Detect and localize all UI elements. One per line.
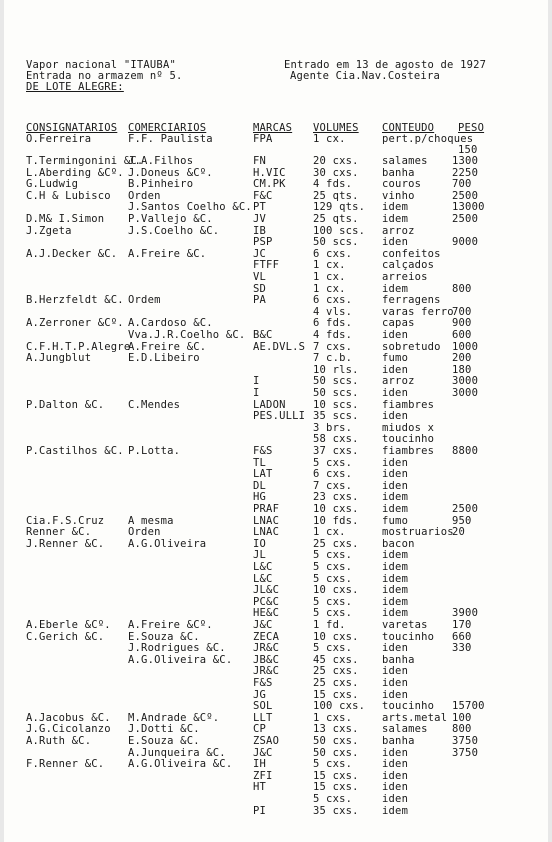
- peso-cell: 3900: [452, 607, 479, 620]
- marca-cell: F&C: [253, 189, 273, 202]
- volume-cell: 25 qts.: [313, 189, 359, 202]
- conteudo-cell: banha: [382, 653, 415, 666]
- comerciario-cell: C.Mendes: [128, 398, 181, 411]
- conteudo-cell: idem: [382, 607, 409, 620]
- volume-cell: 50 cxs.: [313, 735, 359, 747]
- conteudo-cell: arroz: [382, 375, 415, 388]
- consignatario-cell: C.Gerich &C.: [26, 630, 105, 643]
- marca-cell: CM.PK: [253, 178, 286, 191]
- conteudo-cell: confeitos: [382, 247, 441, 260]
- peso-cell: 170: [452, 619, 472, 631]
- conteudo-cell: fiambres: [382, 445, 435, 457]
- volume-cell: 10 cxs.: [313, 503, 359, 515]
- col-marcas-header: MARCAS: [253, 122, 293, 134]
- col-comerciarios-header: COMERCIARIOS: [128, 122, 207, 134]
- consignatario-cell: A.J.Decker &C.: [26, 247, 118, 260]
- volume-cell: 15 cxs.: [313, 781, 359, 794]
- volume-cell: 7 cxs.: [313, 479, 353, 492]
- volume-cell: 6 cxs.: [313, 468, 353, 481]
- comerciario-cell: A.G.Oliveira &C.: [128, 653, 233, 666]
- conteudo-cell: idem: [382, 561, 409, 573]
- marca-cell: IB: [253, 224, 267, 237]
- volume-cell: 4 fds.: [313, 329, 353, 341]
- volume-cell: 100 cxs.: [313, 700, 366, 713]
- col-conteudo-header: CONTEUDO: [382, 122, 435, 134]
- volume-cell: 15 cxs.: [313, 769, 359, 782]
- peso-cell: 180: [452, 363, 472, 376]
- conteudo-cell: iden: [382, 468, 409, 481]
- conteudo-cell: iden: [382, 329, 409, 341]
- comerciarios-sub: F.F. Paulista: [128, 133, 213, 145]
- conteudo-cell: iden: [382, 456, 409, 469]
- peso-cell: 2500: [452, 503, 479, 515]
- marca-cell: JL&C: [253, 584, 280, 597]
- consignatario-cell: T.Termingonini &C.: [26, 155, 144, 167]
- volume-cell: 15 cxs.: [313, 688, 359, 701]
- comerciario-cell: A.Freire &Cº.: [128, 619, 213, 631]
- peso-cell: 700: [452, 178, 472, 191]
- conteudo-cell: iden: [382, 387, 409, 399]
- volume-cell: 5 cxs.: [313, 456, 353, 469]
- volume-cell: 6 fds.: [313, 317, 353, 330]
- marca-cell: JC: [253, 247, 267, 260]
- marca-cell: IO: [253, 537, 267, 550]
- comerciario-cell: J.Santos Coelho &C.: [128, 201, 252, 214]
- peso-cell: 200: [452, 352, 472, 365]
- conteudo-cell: idem: [382, 572, 409, 585]
- peso-cell: 8800: [452, 445, 479, 457]
- volume-cell: 5 cxs.: [313, 595, 353, 608]
- conteudo-cell: arreios: [382, 271, 428, 283]
- conteudo-cell: fiambres: [382, 398, 435, 411]
- peso-cell: 3000: [452, 387, 479, 399]
- volume-cell: 5 cxs.: [313, 793, 353, 805]
- marca-cell: SOL: [253, 700, 273, 713]
- conteudo-cell: arts.metal: [382, 711, 448, 724]
- comerciario-cell: M.Andrade &Cº.: [128, 711, 220, 724]
- marca-cell: PES.ULLI: [253, 410, 306, 423]
- peso-cell: 3750: [452, 746, 479, 759]
- marca-cell: L&C: [253, 572, 273, 585]
- conteudo-cell: couros: [382, 178, 422, 191]
- conteudo-cell: calçados: [382, 259, 435, 272]
- marca-cell: ZSAO: [253, 735, 280, 747]
- col-volumes-header: VOLUMES: [313, 122, 359, 134]
- conteudo-cell: iden: [382, 688, 409, 701]
- col-peso-header: PESO: [458, 122, 485, 134]
- conteudo-cell: iden: [382, 363, 409, 376]
- marca-cell: HT: [253, 781, 267, 794]
- conteudo-cell: toucinho: [382, 433, 435, 446]
- consignatario-cell: Cia.F.S.Cruz: [26, 514, 105, 527]
- conteudo-cell: idem: [382, 491, 409, 504]
- comerciario-cell: Ordem: [128, 294, 161, 307]
- conteudo-cell: iden: [382, 746, 409, 759]
- comerciario-cell: P.Lotta.: [128, 445, 181, 457]
- marca-cell: JR&C: [253, 665, 280, 678]
- col-consignatarios-header: CONSIGNATARIOS: [26, 122, 118, 134]
- conteudo-cell: iden: [382, 781, 409, 794]
- consignatario-cell: G.Ludwig: [26, 178, 79, 191]
- marca-cell: ZFI: [253, 769, 273, 782]
- comerciario-cell: A.Cardoso &C.: [128, 317, 213, 330]
- comerciario-cell: Orden: [128, 526, 161, 539]
- marca-cell: VL: [253, 271, 267, 283]
- conteudo-cell: idem: [382, 282, 409, 295]
- volume-cell: 25 cxs.: [313, 677, 359, 689]
- marca-cell: J&C: [253, 746, 273, 759]
- marca-cell: ZECA: [253, 630, 280, 643]
- volume-cell: 4 vls.: [313, 305, 353, 318]
- peso-cell: 1300: [452, 155, 479, 167]
- conteudo-cell: arroz: [382, 224, 415, 237]
- conteudo-cell: varetas: [382, 619, 428, 631]
- marca-cell: JG: [253, 688, 267, 701]
- marca-cell: F&S: [253, 445, 273, 457]
- conteudo-sub: pert.p/choques: [382, 133, 474, 145]
- conteudo-cell: idem: [382, 549, 409, 562]
- marca-cell: PC&C: [253, 595, 280, 608]
- conteudo-cell: iden: [382, 665, 409, 678]
- marca-cell: PT: [253, 201, 267, 214]
- volume-cell: 10 cxs.: [313, 630, 359, 643]
- peso-cell: 20: [452, 526, 466, 539]
- marca-cell: LADON: [253, 398, 286, 411]
- volume-cell: 5 cxs.: [313, 572, 353, 585]
- peso-cell: 660: [452, 630, 472, 643]
- volume-cell: 3 brs.: [313, 421, 353, 434]
- agent-line: Agente Cia.Nav.Costeira: [290, 70, 440, 82]
- consignatario-cell: A.Eberle &Cº.: [26, 619, 111, 631]
- marca-cell: B&C: [253, 329, 273, 341]
- conteudo-cell: capas: [382, 317, 415, 330]
- volume-cell: 1 cx.: [313, 282, 346, 295]
- volumes-sub: 1 cx.: [313, 133, 346, 145]
- marca-cell: LNAC: [253, 514, 280, 527]
- marca-cell: LLT: [253, 711, 273, 724]
- volume-cell: 25 cxs.: [313, 665, 359, 678]
- conteudo-cell: fumo: [382, 352, 409, 365]
- scan-edge-right: [548, 0, 552, 842]
- comerciario-cell: J.Dotti &C.: [128, 723, 200, 736]
- volume-cell: 25 qts.: [313, 213, 359, 225]
- conteudo-cell: iden: [382, 479, 409, 492]
- volume-cell: 50 scs.: [313, 375, 359, 388]
- volume-cell: 4 fds.: [313, 178, 353, 191]
- comerciario-cell: E.D.Libeiro: [128, 352, 200, 365]
- conteudo-cell: salames: [382, 723, 428, 736]
- volume-cell: 5 cxs.: [313, 642, 353, 655]
- conteudo-cell: toucinho: [382, 700, 435, 713]
- volume-cell: 25 cxs.: [313, 537, 359, 550]
- marca-cell: CP: [253, 723, 267, 736]
- volume-cell: 1 cx.: [313, 526, 346, 539]
- volume-cell: 5 cxs.: [313, 607, 353, 620]
- volume-cell: 23 cxs.: [313, 491, 359, 504]
- volume-cell: 35 scs.: [313, 410, 359, 423]
- peso-cell: 15700: [452, 700, 485, 713]
- conteudo-cell: iden: [382, 793, 409, 805]
- scan-edge-left: [0, 0, 4, 842]
- consignatario-cell: L.Aberding &Cº.: [26, 166, 124, 179]
- comerciario-cell: A.Freire &C.: [128, 340, 207, 353]
- consignatarios-sub: O.Ferreira: [26, 133, 92, 145]
- consignatario-cell: P.Castilhos &C.: [26, 445, 124, 457]
- conteudo-cell: mostruarios: [382, 526, 454, 539]
- consignatario-cell: Renner &C.: [26, 526, 92, 539]
- marca-cell: PA: [253, 294, 267, 307]
- conteudo-cell: bacon: [382, 537, 415, 550]
- marca-cell: HE&C: [253, 607, 280, 620]
- peso-cell: 800: [452, 282, 472, 295]
- volume-cell: 1 cxs.: [313, 711, 353, 724]
- volume-cell: 100 scs.: [313, 224, 366, 237]
- conteudo-cell: idem: [382, 201, 409, 214]
- peso-cell: 1000: [452, 340, 479, 353]
- comerciario-cell: A.Junqueira &C.: [128, 746, 226, 759]
- volume-cell: 6 cxs.: [313, 247, 353, 260]
- consignatario-cell: C.H & Lubisco: [26, 189, 111, 202]
- peso-cell: 13000: [452, 201, 485, 214]
- marca-cell: LAT: [253, 468, 273, 481]
- comerciario-cell: B.Pinheiro: [128, 178, 194, 191]
- conteudo-cell: salames: [382, 155, 428, 167]
- date-line: Entrado em 13 de agosto de 1927: [284, 59, 487, 71]
- marca-cell: JL: [253, 549, 267, 562]
- marca-cell: PSP: [253, 236, 273, 249]
- volume-cell: 1 fd.: [313, 619, 346, 631]
- conteudo-cell: banha: [382, 166, 415, 179]
- volume-cell: 10 rls.: [313, 363, 359, 376]
- marca-cell: FTFF: [253, 259, 280, 272]
- comerciario-cell: A.G.Oliveira &C.: [128, 758, 233, 771]
- marca-cell: SD: [253, 282, 267, 295]
- conteudo-cell: fumo: [382, 514, 409, 527]
- consignatario-cell: P.Dalton &C.: [26, 398, 105, 411]
- comerciario-cell: J.S.Coelho &C.: [128, 224, 220, 237]
- peso-cell: 330: [452, 642, 472, 655]
- conteudo-cell: idem: [382, 503, 409, 515]
- consignatario-cell: A.Zerroner &Cº.: [26, 317, 124, 330]
- marcas-sub: FPA: [253, 133, 273, 145]
- marca-cell: DL: [253, 479, 267, 492]
- peso-cell: 950: [452, 514, 472, 527]
- consignatario-cell: C.F.H.T.P.Alegre: [26, 340, 131, 353]
- volume-cell: 50 scs.: [313, 387, 359, 399]
- volume-cell: 10 fds.: [313, 514, 359, 527]
- marca-cell: F&S: [253, 677, 273, 689]
- marca-cell: PI: [253, 804, 267, 817]
- marca-cell: H.VIC: [253, 166, 286, 179]
- comerciario-cell: Orden: [128, 189, 161, 202]
- peso-cell: 800: [452, 723, 472, 736]
- marca-cell: AE.DVL.S: [253, 340, 306, 353]
- volume-cell: 58 cxs.: [313, 433, 359, 446]
- marca-cell: JB&C: [253, 653, 280, 666]
- marca-cell: L&C: [253, 561, 273, 573]
- volume-cell: 10 cxs.: [313, 584, 359, 597]
- consignatario-cell: D.M& I.Simon: [26, 213, 105, 225]
- volume-cell: 1 cx.: [313, 271, 346, 283]
- conteudo-cell: varas ferro: [382, 305, 454, 318]
- conteudo-cell: iden: [382, 236, 409, 249]
- ship-line: Vapor nacional "ITAUBA": [26, 59, 176, 71]
- comerciario-cell: A mesma: [128, 514, 174, 527]
- marca-cell: IH: [253, 758, 267, 771]
- peso-cell: 600: [452, 329, 472, 341]
- peso-cell: 2250: [452, 166, 479, 179]
- marca-cell: I: [253, 387, 260, 399]
- conteudo-cell: idem: [382, 584, 409, 597]
- marca-cell: I: [253, 375, 260, 388]
- comerciario-cell: E.Souza &C.: [128, 630, 200, 643]
- comerciario-cell: Vva.J.R.Coelho &C.: [128, 329, 246, 341]
- peso-cell: 900: [452, 317, 472, 330]
- conteudo-cell: iden: [382, 410, 409, 423]
- volume-cell: 1 cx.: [313, 259, 346, 272]
- volume-cell: 50 cxs.: [313, 746, 359, 759]
- consignatario-cell: J.G.Cicolanzo: [26, 723, 111, 736]
- conteudo-cell: toucinho: [382, 630, 435, 643]
- comerciario-cell: J.Doneus &Cº.: [128, 166, 213, 179]
- volume-cell: 129 qts.: [313, 201, 366, 214]
- comerciario-cell: J.Rodrigues &C.: [128, 642, 226, 655]
- warehouse-line: Entrada no armazem nº 5.: [26, 70, 183, 82]
- comerciario-cell: P.Vallejo &C.: [128, 213, 213, 225]
- consignatario-cell: F.Renner &C.: [26, 758, 105, 771]
- conteudo-cell: sobretudo: [382, 340, 441, 353]
- volume-cell: 5 cxs.: [313, 549, 353, 562]
- marca-cell: TL: [253, 456, 267, 469]
- consignatario-cell: B.Herzfeldt &C.: [26, 294, 124, 307]
- origin-line: DE LOTE ALEGRE:: [26, 81, 124, 93]
- volume-cell: 45 cxs.: [313, 653, 359, 666]
- peso-sub: 150: [458, 144, 478, 156]
- volume-cell: 37 cxs.: [313, 445, 359, 457]
- peso-cell: 700: [452, 305, 472, 318]
- volume-cell: 6 cxs.: [313, 294, 353, 307]
- marca-cell: PRAF: [253, 503, 280, 515]
- volume-cell: 50 scs.: [313, 236, 359, 249]
- marca-cell: LNAC: [253, 526, 280, 539]
- volume-cell: 10 scs.: [313, 398, 359, 411]
- conteudo-cell: idem: [382, 213, 409, 225]
- comerciario-cell: A.G.Oliveira: [128, 537, 207, 550]
- consignatario-cell: A.Jungblut: [26, 352, 92, 365]
- conteudo-cell: iden: [382, 758, 409, 771]
- conteudo-cell: iden: [382, 769, 409, 782]
- volume-cell: 35 cxs.: [313, 804, 359, 817]
- consignatario-cell: A.Ruth &C.: [26, 735, 92, 747]
- conteudo-cell: iden: [382, 642, 409, 655]
- comerciario-cell: J.A.Filhos: [128, 155, 194, 167]
- marca-cell: JR&C: [253, 642, 280, 655]
- volume-cell: 13 cxs.: [313, 723, 359, 736]
- volume-cell: 5 cxs.: [313, 758, 353, 771]
- marca-cell: HG: [253, 491, 267, 504]
- peso-cell: 100: [452, 711, 472, 724]
- marca-cell: JV: [253, 213, 267, 225]
- conteudo-cell: iden: [382, 677, 409, 689]
- peso-cell: 2500: [452, 213, 479, 225]
- consignatario-cell: J.Renner &C.: [26, 537, 105, 550]
- consignatario-cell: A.Jacobus &C.: [26, 711, 111, 724]
- conteudo-cell: idem: [382, 595, 409, 608]
- volume-cell: 5 cxs.: [313, 561, 353, 573]
- volume-cell: 7 c.b.: [313, 352, 353, 365]
- conteudo-cell: idem: [382, 804, 409, 817]
- consignatario-cell: J.Zgeta: [26, 224, 72, 237]
- conteudo-cell: miudos x: [382, 421, 435, 434]
- conteudo-cell: banha: [382, 735, 415, 747]
- comerciario-cell: A.Freire &C.: [128, 247, 207, 260]
- peso-cell: 9000: [452, 236, 479, 249]
- peso-cell: 2500: [452, 189, 479, 202]
- peso-cell: 3000: [452, 375, 479, 388]
- marca-cell: FN: [253, 155, 267, 167]
- volume-cell: 7 cxs.: [313, 340, 353, 353]
- peso-cell: 3750: [452, 735, 479, 747]
- comerciario-cell: E.Souza &C.: [128, 735, 200, 747]
- volume-cell: 20 cxs.: [313, 155, 359, 167]
- conteudo-cell: ferragens: [382, 294, 441, 307]
- conteudo-cell: vinho: [382, 189, 415, 202]
- volume-cell: 30 cxs.: [313, 166, 359, 179]
- marca-cell: J&C: [253, 619, 273, 631]
